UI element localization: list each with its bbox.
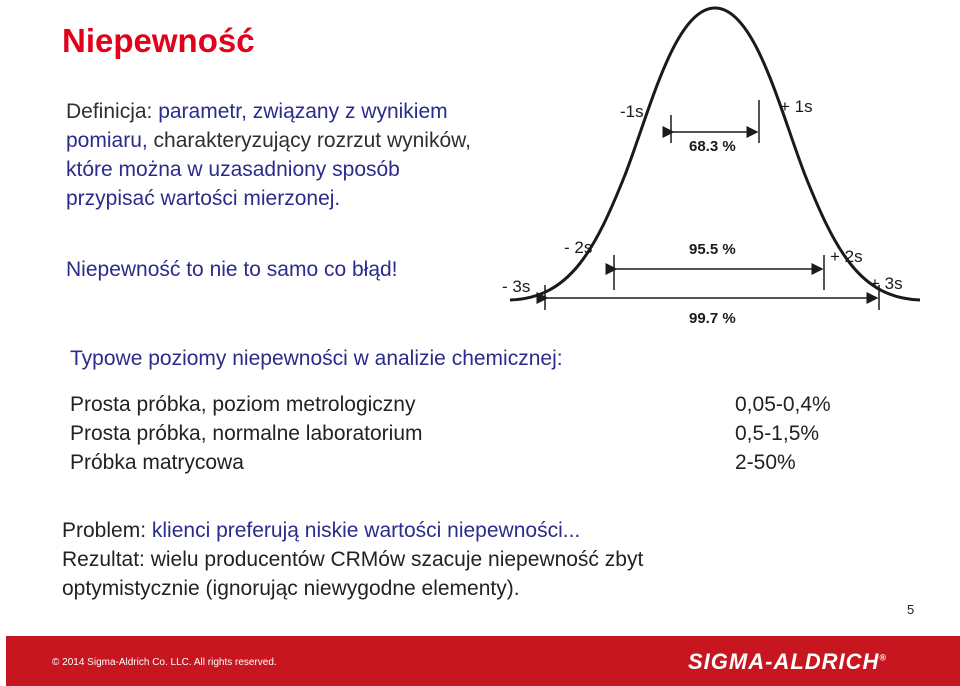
plus-1s-label: + 1s [780, 97, 813, 116]
definition-line-3: które można w uzasadniony sposób [66, 158, 400, 181]
plus-3s-label: + 3s [870, 274, 903, 293]
definition-line-1 [66, 97, 448, 126]
level-value: 0,05-0,4% [735, 393, 831, 416]
definition-prefix: Definicja: [66, 100, 159, 123]
definition-blue-text: parametr, związany z wynikiem [158, 100, 448, 123]
minus-3s-label: - 3s [502, 277, 531, 296]
problem-blue-text: klienci preferują niskie wartości niepewności... [151, 519, 581, 542]
problem-line-2: Rezultat: wielu producentów CRMów szacuje niepewność zbyt [62, 548, 644, 571]
minus-1s-label: -1s [620, 102, 644, 121]
level-value: 2-50% [735, 451, 796, 474]
level-label: Prosta próbka, poziom metrologiczny [70, 393, 416, 416]
logo-registered-mark: ® [879, 652, 888, 663]
definition-line-2-dark: charakteryzujący rozrzut wyników, [147, 129, 471, 152]
level-value: 0,5-1,5% [735, 422, 820, 445]
levels-heading: Typowe poziomy niepewności w analizie chemicznej: [70, 347, 563, 370]
normal-distribution-diagram [490, 0, 950, 330]
problem-prefix: Problem: [62, 519, 152, 542]
footer [0, 636, 960, 686]
logo-text: SIGMA-ALDRICH [688, 649, 880, 674]
problem-line-1 [62, 519, 580, 543]
slide-title: Niepewność [62, 22, 255, 59]
minus-2s-label: - 2s [564, 238, 593, 257]
uncertainty-vs-error-note: Niepewność to nie to samo co błąd! [66, 258, 398, 281]
level-label: Próbka matrycowa [70, 451, 244, 474]
pct-2s-label: 95.5 % [689, 241, 736, 258]
plus-2s-label: + 2s [830, 247, 863, 266]
definition-line-2 [66, 126, 471, 155]
definition-line-2-blue: pomiaru, [66, 129, 148, 152]
definition-line-4: przypisać wartości mierzonej. [66, 187, 341, 210]
pct-3s-label: 99.7 % [689, 310, 736, 327]
pct-1s-label: 68.3 % [689, 138, 736, 155]
level-label: Prosta próbka, normalne laboratorium [70, 422, 423, 445]
page-number: 5 [907, 602, 915, 617]
problem-line-3: optymistycznie (ignorując niewygodne elementy). [62, 577, 520, 600]
copyright-text: © 2014 Sigma-Aldrich Co. LLC. All rights reserved. [52, 657, 277, 668]
sigma-aldrich-logo [688, 649, 887, 675]
